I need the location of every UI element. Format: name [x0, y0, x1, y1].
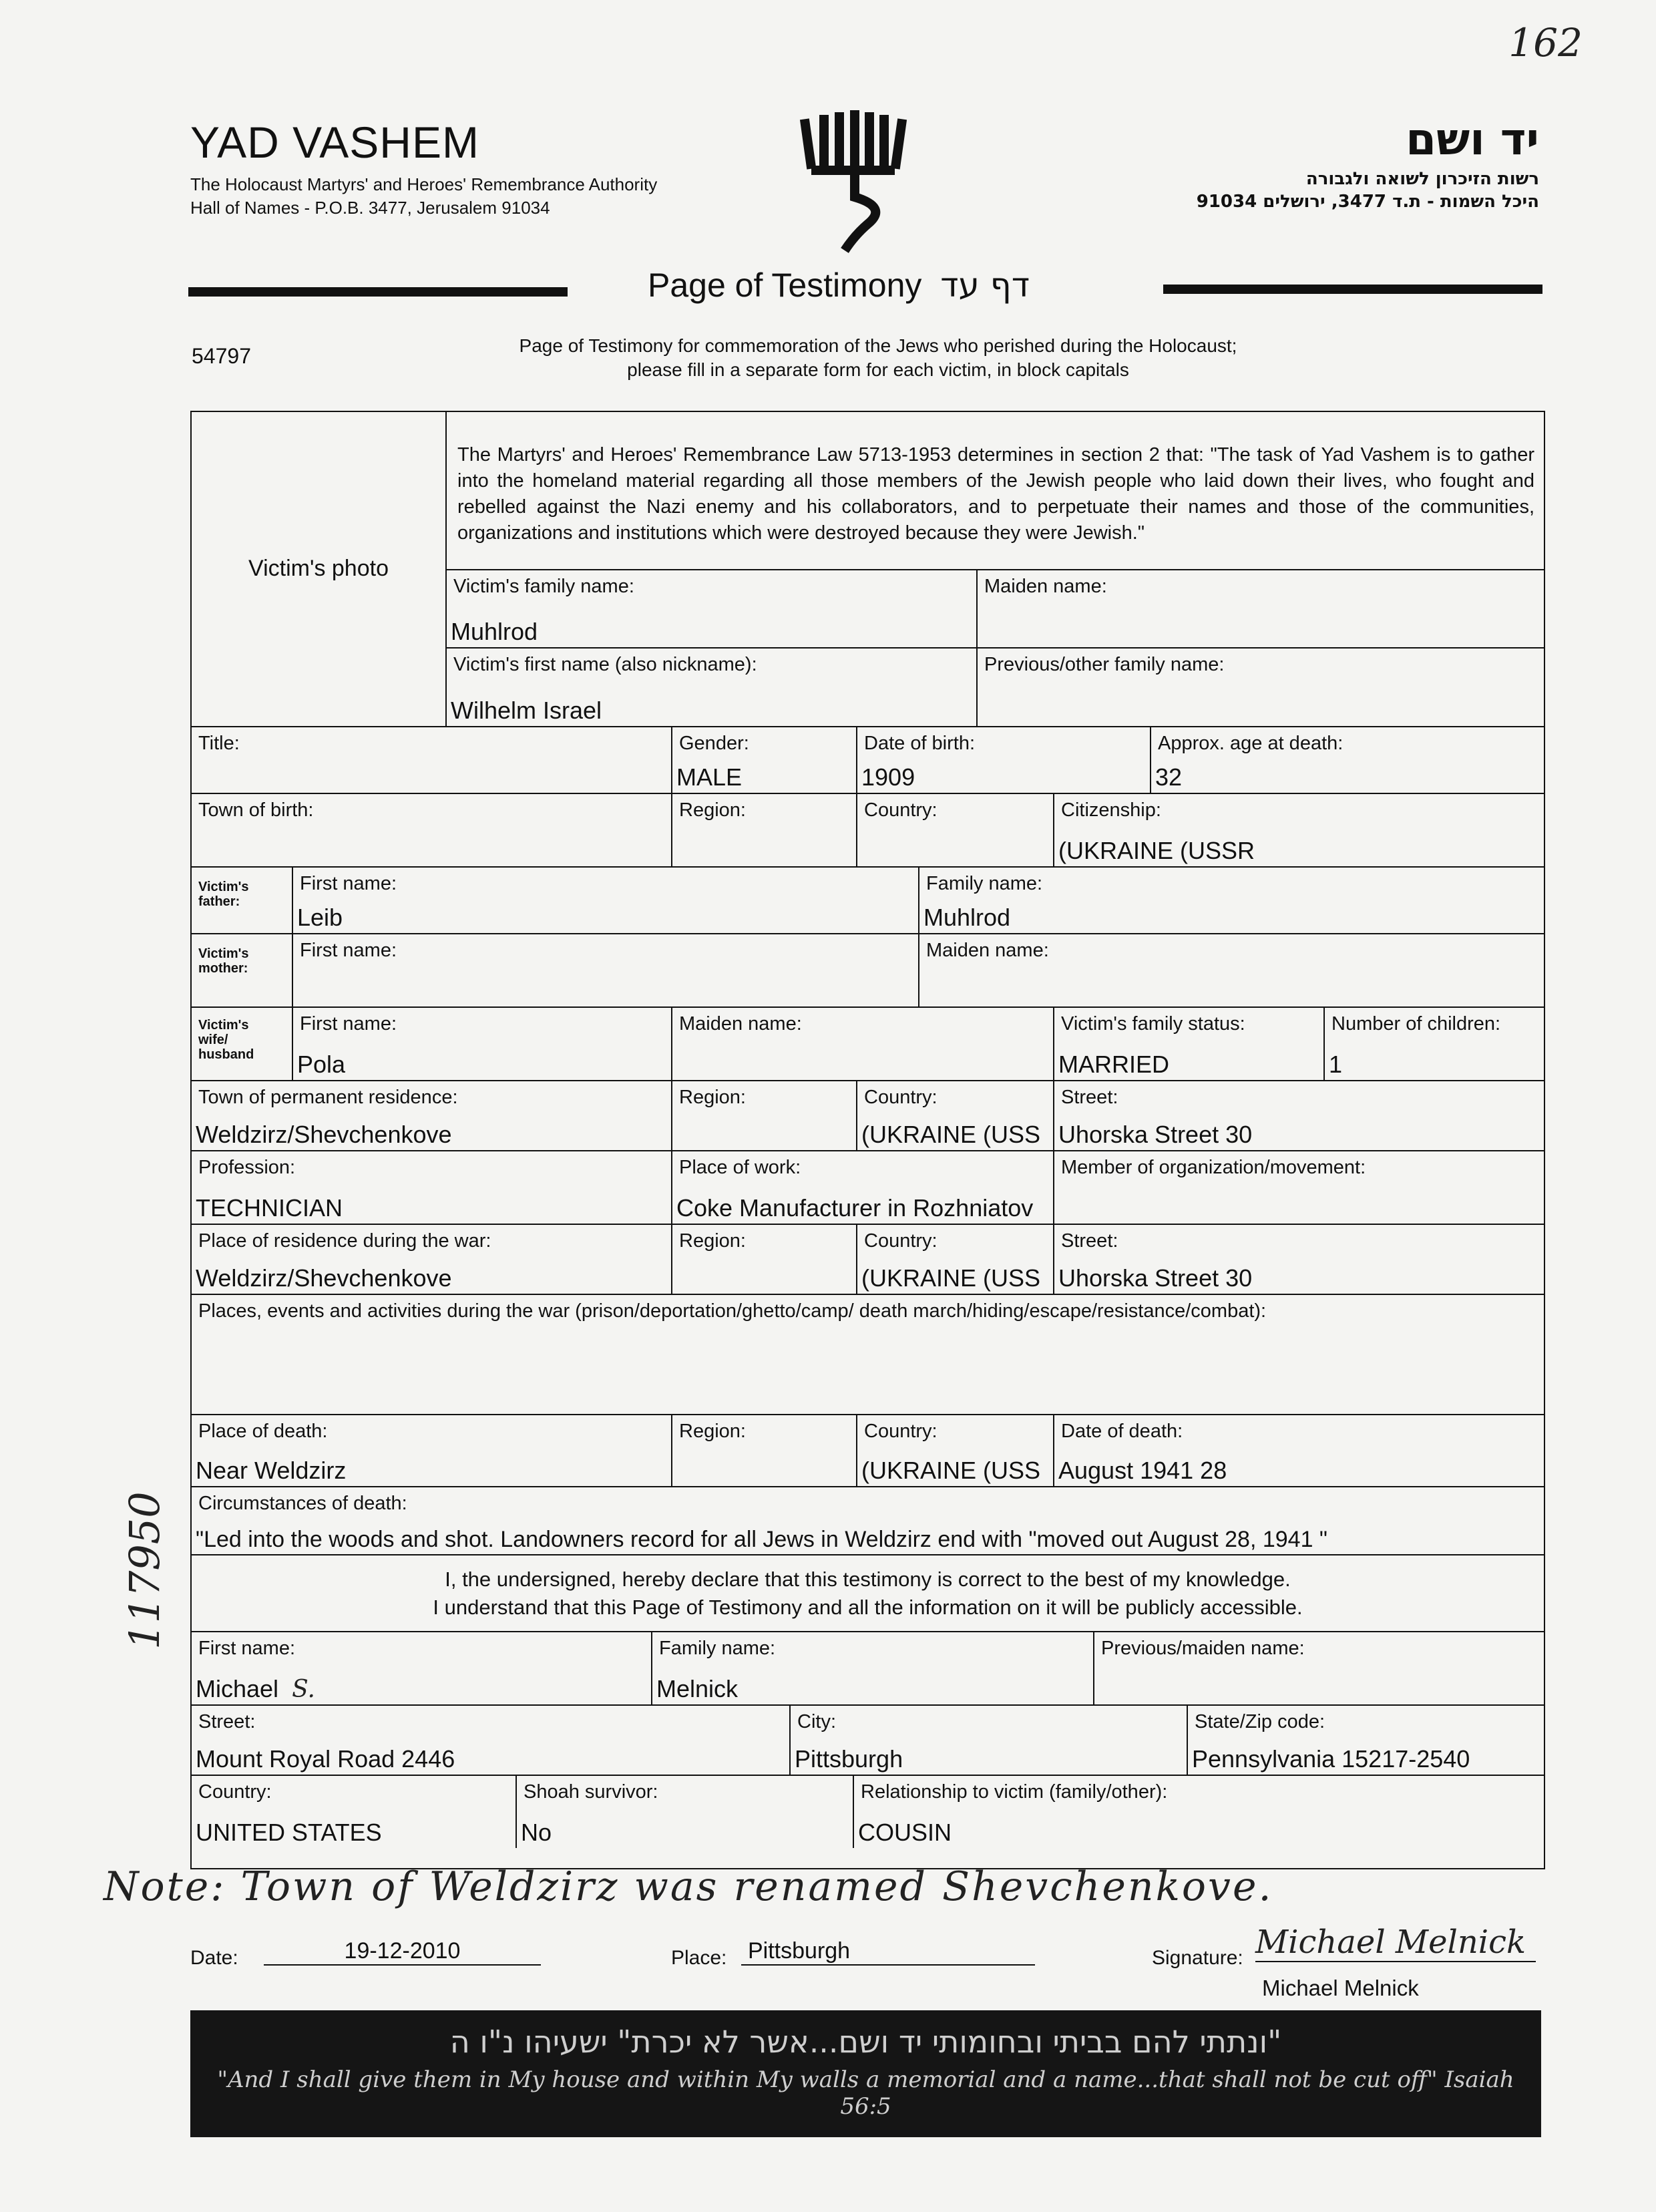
photo-box: [192, 412, 445, 726]
photo-label: Victim's photo: [248, 556, 389, 581]
residence-street-cell: Street: Uhorska Street 30: [1053, 1080, 1544, 1150]
side-number: 117950: [120, 1491, 169, 1650]
dob-value: 1909: [861, 763, 915, 791]
prev-family-cell: Previous/other family name:: [976, 647, 1544, 726]
children-cell: Number of children: 1: [1323, 1006, 1544, 1080]
region-birth-cell: Region:: [671, 793, 856, 866]
signature-label: Signature:: [1152, 1947, 1243, 1969]
age-cell: Approx. age at death: 32: [1150, 726, 1544, 793]
org-line2: Hall of Names - P.O.B. 3477, Jerusalem 91034: [190, 198, 550, 218]
residence-country-cell: Country: (UKRAINE (USS: [856, 1080, 1053, 1150]
residence-country-value: (UKRAINE (USS: [861, 1121, 1041, 1148]
mother-first-cell: First name:: [292, 933, 918, 1006]
hebrew-org-line2: היכל השמות - ת.ד 3477, ירושלים 91034: [1196, 192, 1539, 212]
profession-cell: Profession: TECHNICIAN: [192, 1150, 671, 1224]
corner-number: 162: [1508, 20, 1583, 65]
org-name: YAD VASHEM: [190, 118, 479, 167]
signature: Michael Melnick: [1255, 1923, 1536, 1962]
death-place-value: Near Weldzirz: [196, 1457, 347, 1484]
war-street-value: Uhorska Street 30: [1058, 1264, 1253, 1292]
subtitle: Page of Testimony for commemoration of the Jews who perished during the Holocaust; please fill in a separate form for each victim, in block capitals: [519, 335, 1237, 380]
gender-cell: Gender: MALE: [671, 726, 856, 793]
citizenship-cell: Citizenship: (UKRAINE (USSR: [1053, 793, 1544, 866]
events-cell: [192, 1294, 1544, 1414]
workplace-cell: Place of work: Coke Manufacturer in Rozhniatov: [671, 1150, 1053, 1224]
submitter-street-value: Mount Royal Road 2446: [196, 1745, 455, 1773]
date-label: Date:: [190, 1947, 238, 1969]
death-region-cell: Region:: [671, 1414, 856, 1486]
war-street-cell: Street: Uhorska Street 30: [1053, 1224, 1544, 1294]
residence-region-cell: Region:: [671, 1080, 856, 1150]
family-status-cell: Victim's family status: MARRIED: [1053, 1006, 1323, 1080]
declaration-line2: I understand that this Page of Testimony and all the information on it will be publicly accessible.: [433, 1596, 1303, 1619]
children-value: 1: [1329, 1051, 1343, 1078]
submitter-first-cell: First name: Michael S.: [192, 1631, 651, 1704]
org-line1: The Holocaust Martyrs' and Heroes' Remembrance Authority: [190, 174, 658, 194]
war-country-value: (UKRAINE (USS: [861, 1264, 1041, 1292]
page-title: Page of Testimony דף עד: [648, 266, 1030, 305]
survivor-value: No: [521, 1819, 552, 1846]
dob-cell: Date of birth: 1909: [856, 726, 1150, 793]
spouse-first-value: Pola: [297, 1051, 346, 1078]
citizenship-value: (UKRAINE (USSR: [1058, 837, 1255, 864]
submitter-state-value: Pennsylvania 15217-2540: [1192, 1745, 1470, 1773]
maiden-name-cell: Maiden name:: [976, 569, 1544, 647]
father-first-value: Leib: [297, 904, 343, 931]
hebrew-org-header: [1197, 114, 1539, 212]
org-header: [190, 117, 657, 218]
divider-right: [1163, 285, 1542, 294]
war-region-cell: Region:: [671, 1224, 856, 1294]
submitter-state-cell: State/Zip code: Pennsylvania 15217-2540: [1187, 1704, 1544, 1775]
signer-name: Michael Melnick: [1262, 1976, 1419, 2000]
death-date-value: August 1941 28: [1058, 1457, 1227, 1484]
submitter-city-cell: City: Pittsburgh: [789, 1704, 1187, 1775]
member-cell: Member of organization/movement:: [1053, 1150, 1544, 1224]
death-date-cell: Date of death: August 1941 28: [1053, 1414, 1544, 1486]
town-birth-cell: Town of birth:: [192, 793, 671, 866]
submitter-street-cell: Street: Mount Royal Road 2446: [192, 1704, 789, 1775]
verse-english: "And I shall give them in My house and within My walls a memorial and a name...that shall not be cut off" Isaiah 56:5: [217, 2066, 1514, 2120]
title-cell: Title:: [192, 726, 671, 793]
death-country-value: (UKRAINE (USS: [861, 1457, 1041, 1484]
gender-value: MALE: [676, 763, 743, 791]
residence-town-value: Weldzirz/Shevchenkove: [196, 1121, 452, 1148]
war-country-cell: Country: (UKRAINE (USS: [856, 1224, 1053, 1294]
death-country-cell: Country: (UKRAINE (USS: [856, 1414, 1053, 1486]
hebrew-org-name: יד ושם: [1406, 114, 1539, 165]
circumstances-value: "Led into the woods and shot. Landowners record for all Jews in Weldzirz end with "moved out August 28, 1941 ": [196, 1527, 1328, 1552]
place-value: Pittsburgh: [741, 1938, 1035, 1966]
spouse-side-cell: Victim's wife/ husband: [192, 1006, 292, 1080]
verse-hebrew: "ונתתי להם בביתי ובחומותי יד ושם...אשר לא יכרת" ישעיהו נ"ו ה: [449, 2024, 1282, 2060]
father-family-value: Muhlrod: [923, 904, 1011, 931]
testimony-form: [190, 411, 1545, 1869]
family-status-value: MARRIED: [1058, 1051, 1170, 1078]
events-label: Places, events and activities during the war (prison/deportation/ghetto/camp/ death march/hiding/escape/resistance/combat):: [198, 1300, 1267, 1322]
spouse-first-cell: First name: Pola: [292, 1006, 671, 1080]
law-text: The Martyrs' and Heroes' Remembrance Law 5713-1953 determines in section 2 that: "The task of Yad Vashem is to gather into the homeland material regarding all those members of the Jewish people who laid down their lives, who fought and rebelled against the Nazi enemy and his collaborators, and to perpetuate their names and those of the communities, organizations and institutions which were destroyed because they were Jewish.": [457, 444, 1534, 544]
father-side-cell: Victim's father:: [192, 866, 292, 933]
father-family-cell: Family name: Muhlrod: [918, 866, 1544, 933]
war-place-value: Weldzirz/Shevchenkove: [196, 1264, 452, 1292]
date-value: 19-12-2010: [264, 1938, 541, 1966]
submitter-family-cell: Family name: Melnick: [651, 1631, 1093, 1704]
declaration-cell: [192, 1554, 1544, 1631]
death-place-cell: Place of death: Near Weldzirz: [192, 1414, 671, 1486]
verse-band: [190, 2010, 1541, 2137]
first-name-value: Wilhelm Israel: [451, 697, 602, 724]
submitter-city-value: Pittsburgh: [795, 1745, 903, 1773]
circumstances-cell: Circumstances of death: "Led into the woods and shot. Landowners record for all Jews in Weldzirz end with "moved out August 28, 1941 ": [192, 1486, 1544, 1554]
mother-side-cell: Victim's mother:: [192, 933, 292, 1006]
hebrew-org-line1: רשות הזיכרון לשואה ולגבורה: [1305, 169, 1539, 189]
family-name-cell: Victim's family name: Muhlrod: [445, 569, 976, 647]
workplace-value: Coke Manufacturer in Rozhniatov: [676, 1194, 1034, 1222]
residence-street-value: Uhorska Street 30: [1058, 1121, 1253, 1148]
divider-left: [188, 287, 568, 297]
law-cell: [445, 412, 1544, 569]
submitter-first-value: Michael S.: [196, 1675, 315, 1703]
declaration-line1: I, the undersigned, hereby declare that this testimony is correct to the best of my knowledge.: [445, 1568, 1291, 1591]
submitter-country-cell: Country: UNITED STATES: [192, 1775, 515, 1848]
father-first-cell: First name: Leib: [292, 866, 918, 933]
place-label: Place:: [671, 1947, 727, 1969]
war-place-cell: Place of residence during the war: Weldzirz/Shevchenkove: [192, 1224, 671, 1294]
family-name-value: Muhlrod: [451, 618, 538, 645]
profession-value: TECHNICIAN: [196, 1194, 343, 1222]
country-birth-cell: Country:: [856, 793, 1053, 866]
age-value: 32: [1155, 763, 1183, 791]
residence-town-cell: Town of permanent residence: Weldzirz/Shevchenkove: [192, 1080, 671, 1150]
relation-cell: Relationship to victim (family/other): COUSIN: [853, 1775, 1544, 1848]
relation-value: COUSIN: [858, 1819, 952, 1846]
submitter-country-value: UNITED STATES: [196, 1819, 382, 1846]
spouse-maiden-cell: Maiden name:: [671, 1006, 1053, 1080]
survivor-cell: Shoah survivor: No: [515, 1775, 853, 1848]
submitter-prev-cell: Previous/maiden name:: [1093, 1631, 1544, 1704]
form-number: 54797: [192, 344, 251, 368]
mother-maiden-cell: Maiden name:: [918, 933, 1544, 1006]
first-name-cell: Victim's first name (also nickname): Wilhelm Israel: [445, 647, 976, 726]
submitter-family-value: Melnick: [656, 1675, 739, 1702]
menorah-logo-icon: [798, 107, 908, 254]
handwritten-note: Note: Town of Weldzirz was renamed Shevchenkove.: [104, 1863, 1273, 1910]
